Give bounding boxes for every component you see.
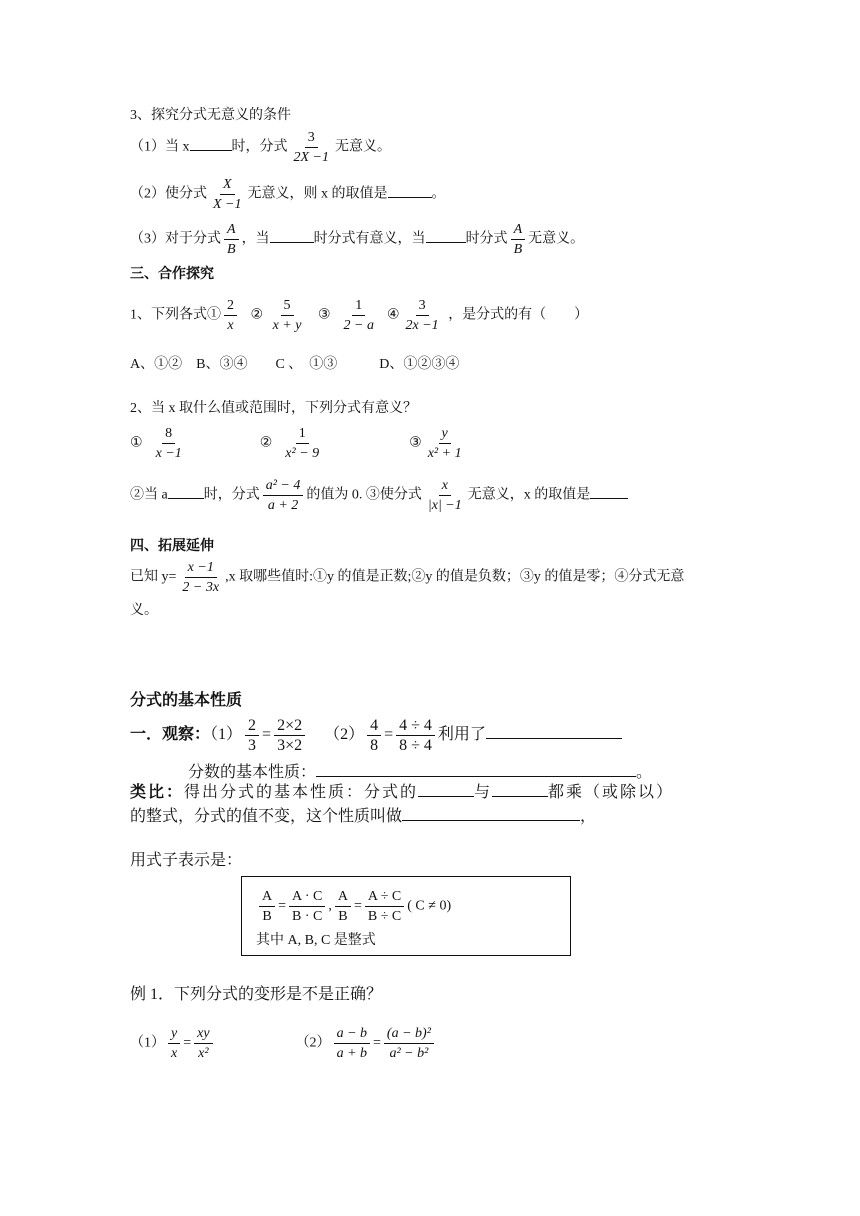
section-3-title: 3、探究分式无意义的条件 [130, 108, 291, 123]
text: （2） [295, 1035, 331, 1051]
answer-blank[interactable] [418, 782, 474, 797]
text: 无意义，x 的取值是 [467, 487, 591, 503]
text: 。 [431, 186, 446, 202]
fraction: $\frac{5}{x + y}$ [272, 298, 302, 333]
text: 一．观察： [130, 726, 211, 744]
extend-problem [130, 558, 684, 597]
example-1-items: （1） $\frac{y}{x}$ = $\frac{xy}{\text{x²}}$ （2） $\frac{a - b}{a + b}$ = $\frac{\text{(a − b)²}}{\text{a² − b²}}$ [130, 1024, 437, 1063]
formula: $\frac{A}{B}$ = $\frac{A \cdot C}{B \cdot C}$ , $\frac{A}{B}$ = $\frac{A \div C}{B \div C}$ ( C ≠ 0) [256, 887, 451, 926]
text: （1） [130, 1035, 165, 1051]
fraction: $\frac{A}{B}$ [259, 887, 275, 926]
fraction: $\frac{a - b}{a + b}$ [334, 1024, 370, 1063]
text: 。 [636, 764, 653, 781]
text: 的整式，分式的值不变，这个性质叫做 [130, 808, 403, 825]
text: ③ [317, 307, 331, 323]
section-heading-cooperate: 三、合作探究 [130, 267, 214, 282]
fraction: $\frac{A}{B}$ [335, 887, 351, 926]
fraction: $\frac{X}{X -1}$ [213, 177, 242, 212]
fraction: $\frac{\text{(a − b)²}}{\text{a² − b²}}$ [384, 1024, 434, 1063]
text: 都乘（或除以） [548, 784, 675, 801]
fraction: $\frac{A \cdot C}{B \cdot C}$ [289, 887, 325, 926]
coop-problem-2-title: 2、当 x 取什么值或范围时，下列分式有意义？ [130, 401, 417, 416]
fraction: $\frac{4}{8}$ [367, 716, 381, 755]
text: 利用了 [437, 726, 486, 744]
fraction: $\frac{2\times 2}{3\times 2}$ [274, 716, 305, 755]
answer-blank[interactable] [426, 228, 466, 243]
text: 类比： [130, 784, 185, 801]
text: ,x 取哪些值时:①y 的值是正数;②y 的值是负数；③y 的值是零；④分式无意 [225, 569, 685, 585]
answer-blank[interactable] [190, 136, 232, 151]
text: 时分式 [465, 231, 508, 247]
example-1-title: 例 1．下列分式的变形是不是正确？ [130, 986, 383, 1003]
answer-blank[interactable] [486, 724, 622, 739]
text: ，当 [241, 231, 270, 247]
expression-label: 用式子表示是： [130, 852, 243, 869]
text: 与 [474, 784, 493, 801]
fraction: $\frac{xy}{\text{x²}}$ [194, 1024, 212, 1063]
text: ( C ≠ 0) [407, 898, 452, 914]
text: ， [580, 808, 597, 825]
text: 已知 y= [130, 569, 177, 585]
fraction: $\frac{1}{2 - a}$ [343, 298, 374, 333]
text: 得出分式的基本性质：分式的 [184, 784, 419, 801]
text: （3）对于分式 [130, 231, 221, 247]
text: ② [259, 435, 273, 451]
answer-blank[interactable] [402, 806, 580, 821]
text: 的值为 0. ③使分式 [306, 487, 422, 503]
fraction: $\frac{A}{B}$ [224, 220, 239, 259]
answer-blank[interactable] [168, 484, 204, 499]
s3-question-2 [130, 175, 446, 214]
fraction: $\frac{y}{x}$ [168, 1024, 180, 1063]
fraction-property-line [188, 762, 652, 782]
text: （2）使分式 [130, 186, 207, 202]
fraction: $\frac{4 \div 4}{8 \div 4}$ [396, 716, 435, 755]
fraction: $\frac{2}{3}$ [245, 716, 259, 755]
text: 无意义。 [528, 231, 585, 247]
basic-property-title: 分式的基本性质 [130, 692, 243, 709]
coop-options: A、①② B、③④ C 、 ①③ D、①②③④ [130, 357, 460, 372]
text: 时，分式 [203, 487, 260, 503]
text: ，是分式的有（ ） [448, 307, 589, 323]
text: ③ [409, 435, 422, 451]
fraction: $\frac{x -1}{2 - 3x}$ [182, 560, 220, 595]
answer-blank[interactable] [316, 762, 636, 777]
fraction: $\frac{3}{2X -1}$ [293, 130, 329, 165]
extend-problem-cont: 义。 [130, 603, 158, 618]
fraction: $\frac{A}{B}$ [511, 220, 526, 259]
text: （1） [210, 726, 243, 744]
answer-blank[interactable] [590, 484, 628, 499]
analogy-line [130, 782, 674, 802]
text: 无意义。 [335, 139, 391, 155]
fraction: $\frac{y}{\text{x² + 1}}$ [427, 426, 462, 461]
answer-blank[interactable] [270, 228, 314, 243]
text: （1）当 x [130, 139, 190, 155]
analogy-line-2 [130, 806, 596, 826]
text: ① [130, 435, 143, 451]
coop-problem-1 [130, 296, 588, 335]
text: ② [250, 307, 264, 323]
fraction: $\frac{8}{x -1}$ [155, 426, 182, 461]
fraction: $\frac{A \div C}{B \div C}$ [365, 887, 404, 926]
formula-note: 其中 A, B, C 是整式 [256, 933, 376, 948]
fraction: $\frac{1}{\text{x² − 9}}$ [285, 426, 320, 461]
text: 无意义，则 x 的取值是 [247, 186, 388, 202]
answer-blank[interactable] [492, 782, 548, 797]
text: 1、下列各式① [130, 307, 221, 323]
observe-line: 一．观察：（1） $\frac{2}{3}$ = $\frac{2\times 2}{3\times 2}$ （2） $\frac{4}{8}$ = $\frac{4 \div 4}{8 \div 4}$ 利用了 [130, 716, 622, 755]
s3-question-1 [130, 128, 391, 167]
fraction: $\frac{x}{|x| -1}$ [427, 478, 462, 513]
coop-problem-2-items [130, 424, 468, 463]
answer-blank[interactable] [388, 183, 432, 198]
fraction: $\frac{\text{a² − 4}}{a + 2}$ [263, 476, 304, 515]
text: ④ [386, 307, 400, 323]
coop-problem-3 [130, 476, 628, 515]
text: 时，分式 [231, 139, 288, 155]
text: 分数的基本性质： [188, 764, 317, 781]
section-heading-extend: 四、拓展延伸 [130, 539, 214, 554]
s3-question-3 [130, 220, 584, 259]
fraction: $\frac{3}{2x -1}$ [405, 298, 439, 333]
property-formula-box [241, 876, 571, 956]
text: 时分式有意义，当 [313, 231, 426, 247]
fraction: $\frac{2}{x}$ [224, 296, 237, 335]
text: （2） [324, 726, 365, 744]
text: ②当 a [130, 487, 168, 503]
